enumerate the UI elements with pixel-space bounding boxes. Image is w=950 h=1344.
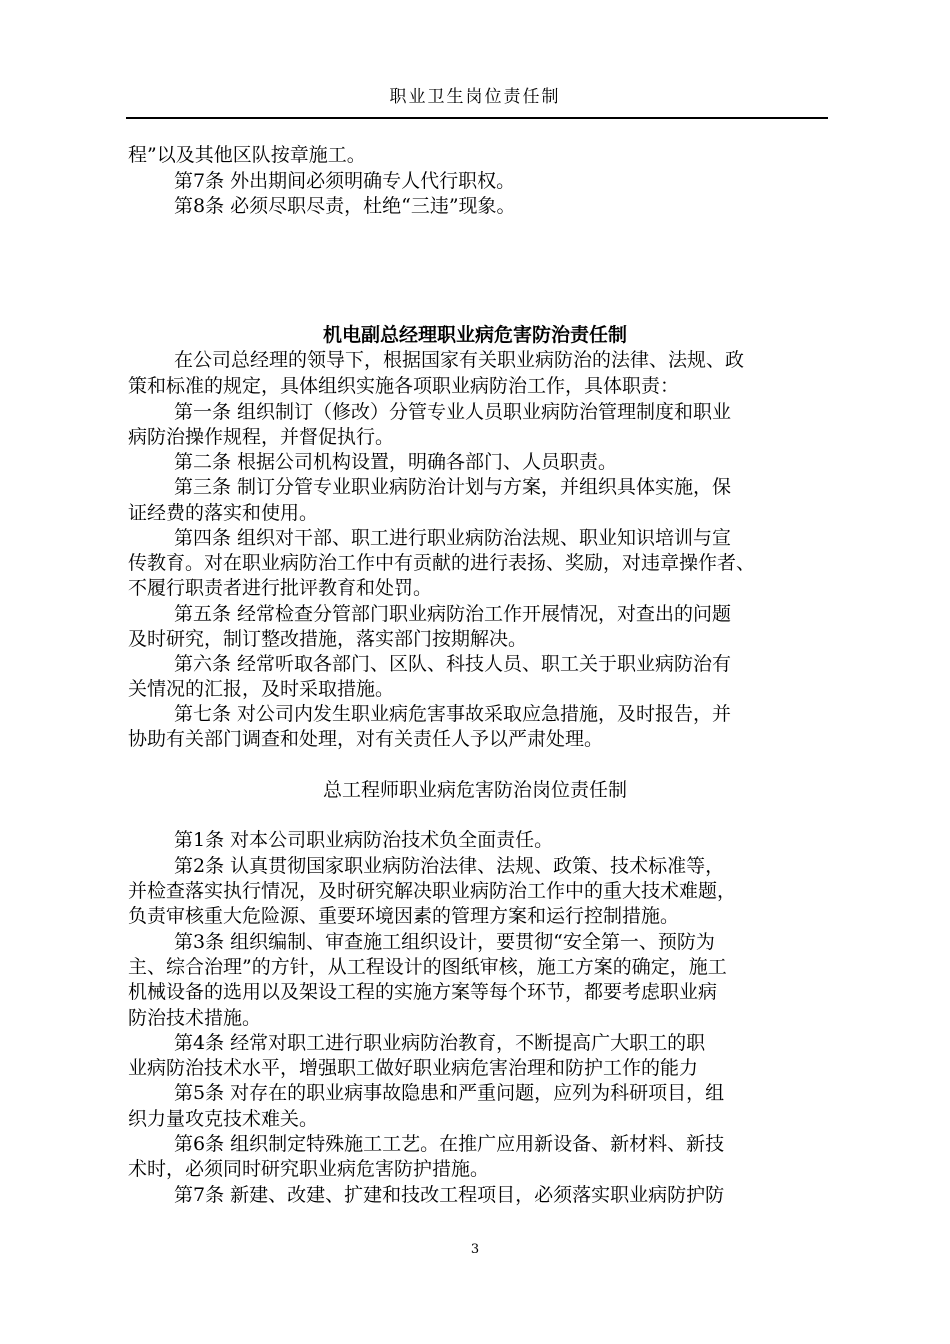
- paragraph-line: 第3条 组织编制、审查施工组织设计，要贯彻“安全第一、预防为: [174, 931, 715, 953]
- page-header-title: 职业卫生岗位责任制: [389, 87, 561, 107]
- paragraph-line: 第二条 根据公司机构设置，明确各部门、人员职责。: [174, 451, 618, 473]
- paragraph-line: 防治技术措施。: [128, 1007, 262, 1029]
- paragraph-line: 第四条 组织对干部、职工进行职业病防治法规、职业知识培训与宣: [174, 527, 732, 549]
- paragraph-line: 策和标准的规定，具体组织实施各项职业病防治工作，具体职责：: [128, 375, 680, 397]
- paragraph-line: 织力量攻克技术难关。: [128, 1108, 319, 1130]
- page-number: 3: [470, 1242, 480, 1257]
- paragraph-line: 病防治操作规程，并督促执行。: [128, 426, 395, 448]
- paragraph-line: 在公司总经理的领导下，根据国家有关职业病防治的法律、法规、政: [174, 349, 745, 371]
- header-divider: [126, 117, 828, 119]
- paragraph-line: 第1条 对本公司职业病防治技术负全面责任。: [174, 829, 554, 851]
- paragraph-line: 程”以及其他区队按章施工。: [128, 144, 366, 166]
- paragraph-line: 证经费的落实和使用。: [128, 502, 319, 524]
- paragraph-line: 第8条 必须尽职尽责，杜绝“三违”现象。: [174, 195, 516, 217]
- paragraph-line: 业病防治技术水平，增强职工做好职业病危害治理和防护工作的能力: [128, 1057, 699, 1079]
- section-heading: 机电副总经理职业病危害防治责任制: [322, 324, 627, 346]
- paragraph-line: 主、综合治理”的方针，从工程设计的图纸审核，施工方案的确定，施工: [128, 956, 727, 978]
- paragraph-line: 第5条 对存在的职业病事故隐患和严重问题，应列为科研项目，组: [174, 1082, 725, 1104]
- paragraph-line: 第7条 外出期间必须明确专人代行职权。: [174, 170, 516, 192]
- paragraph-line: 第三条 制订分管专业职业病防治计划与方案，并组织具体实施，保: [174, 476, 732, 498]
- paragraph-line: 机械设备的选用以及架设工程的实施方案等每个环节，都要考虑职业病: [128, 981, 718, 1003]
- paragraph-line: 传教育。对在职业病防治工作中有贡献的进行表扬、奖励，对违章操作者、: [128, 552, 756, 574]
- paragraph-line: 第2条 认真贯彻国家职业病防治法律、法规、政策、技术标准等，: [174, 855, 725, 877]
- paragraph-line: 第六条 经常听取各部门、区队、科技人员、职工关于职业病防治有: [174, 653, 732, 675]
- paragraph-line: 第七条 对公司内发生职业病危害事故采取应急措施，及时报告，并: [174, 703, 732, 725]
- paragraph-line: 第6条 组织制定特殊施工工艺。在推广应用新设备、新材料、新技: [174, 1133, 725, 1155]
- paragraph-line: 关情况的汇报，及时采取措施。: [128, 678, 395, 700]
- paragraph-line: 及时研究，制订整改措施，落实部门按期解决。: [128, 628, 528, 650]
- paragraph-line: 第一条 组织制订（修改）分管专业人员职业病防治管理制度和职业: [174, 401, 732, 423]
- section-heading: 总工程师职业病危害防治岗位责任制: [322, 779, 627, 801]
- paragraph-line: 第7条 新建、改建、扩建和技改工程项目，必须落实职业病防护防: [174, 1184, 725, 1206]
- paragraph-line: 第4条 经常对职工进行职业病防治教育，不断提高广大职工的职: [174, 1032, 706, 1054]
- paragraph-line: 第五条 经常检查分管部门职业病防治工作开展情况，对查出的问题: [174, 603, 732, 625]
- paragraph-line: 并检查落实执行情况，及时研究解决职业病防治工作中的重大技术难题，: [128, 880, 737, 902]
- paragraph-line: 协助有关部门调查和处理，对有关责任人予以严肃处理。: [128, 728, 604, 750]
- paragraph-line: 不履行职责者进行批评教育和处罚。: [128, 577, 433, 599]
- paragraph-line: 术时，必须同时研究职业病危害防护措施。: [128, 1158, 490, 1180]
- paragraph-line: 负责审核重大危险源、重要环境因素的管理方案和运行控制措施。: [128, 905, 680, 927]
